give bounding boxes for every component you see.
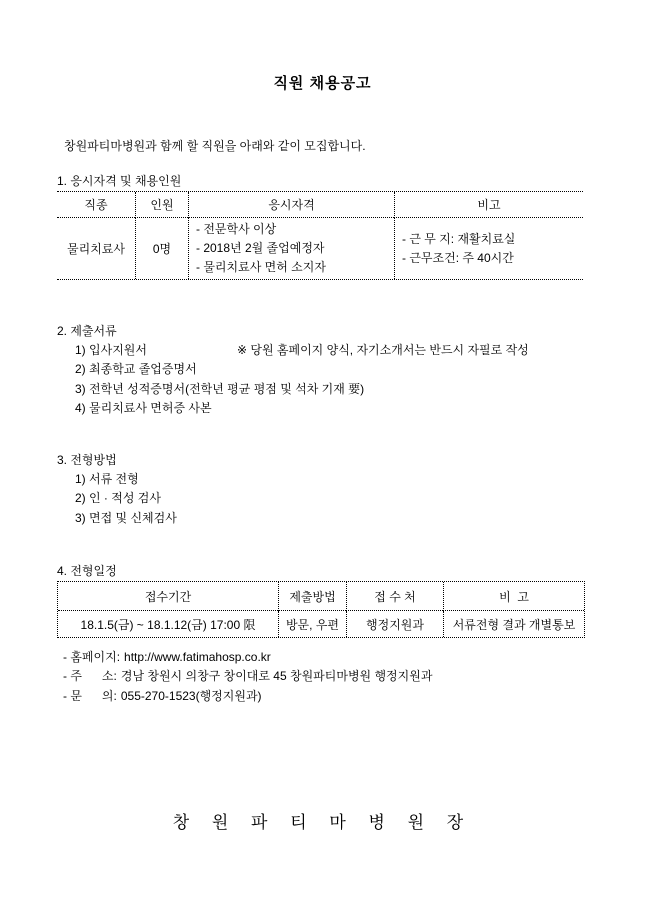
- cell-application-period: 18.1.5(금) ~ 18.1.12(금) 17:00 限: [80, 617, 256, 632]
- col-header-reception-desk: 접 수 처: [346, 582, 443, 611]
- qualification-table: [57, 191, 583, 280]
- phone-number: 055-270-1523(행정지원과): [120, 688, 262, 703]
- section-3-items: [75, 470, 177, 528]
- list-item: 1) 입사지원서: [75, 343, 147, 357]
- schedule-table: [57, 581, 585, 638]
- remarks-item: - 근무조건: 주 40시간: [402, 250, 514, 265]
- section-4-heading: 4. 전형일정: [57, 564, 117, 578]
- col-header-submission-method: 제출방법: [278, 582, 346, 611]
- intro-text: 창원파티마병원과 함께 할 직원을 아래와 같이 모집합니다.: [64, 139, 366, 153]
- contact-address-line: [63, 667, 432, 686]
- col-header-qualification: 응시자격: [188, 192, 394, 218]
- list-item: 3) 전학년 성적증명서(전학년 평균 평점 및 석차 기재 要): [75, 381, 365, 396]
- homepage-url: http://www.fatimahosp.co.kr: [124, 650, 271, 664]
- cell-submission-method: 방문, 우편: [278, 611, 346, 637]
- col-header-remarks: 비 고: [443, 582, 584, 611]
- list-item: 2) 최종학교 졸업증명서: [75, 362, 197, 377]
- section-3-heading: 3. 전형방법: [57, 453, 117, 467]
- cell-reception-desk: 행정지원과: [346, 611, 443, 637]
- section-2-heading: 2. 제출서류: [57, 324, 117, 338]
- qualification-item: - 물리치료사 면허 소지자: [196, 260, 326, 274]
- contact-label: - 홈페이지:: [63, 650, 121, 664]
- col-header-application-period: 접수기간: [58, 582, 278, 611]
- contact-label: - 문 의:: [63, 688, 117, 703]
- qualification-item: - 전문학사 이상: [196, 222, 277, 236]
- remarks-item: - 근 무 지: 재활치료실: [402, 231, 516, 246]
- list-item: 2) 인 · 적성 검사: [75, 491, 161, 506]
- cell-remarks-list: [394, 218, 583, 279]
- contact-label: - 주 소:: [63, 669, 117, 684]
- contact-info: [63, 648, 432, 706]
- address-text: 경남 창원시 의창구 창이대로 45 창원파티마병원 행정지원과: [120, 669, 433, 684]
- qualification-item: - 2018년 2월 졸업예정자: [196, 241, 325, 255]
- col-header-headcount: 인원: [135, 192, 188, 218]
- section-1-heading: 1. 응시자격 및 채용인원: [57, 174, 182, 188]
- cell-remarks: 서류전형 결과 개별통보: [443, 611, 584, 637]
- cell-qualification-list: [188, 218, 394, 279]
- signature-hospital-director: 창 원 파 티 마 병 원 장: [172, 813, 473, 832]
- cell-headcount: 0명: [135, 218, 188, 279]
- list-item: 3) 면접 및 신체검사: [75, 510, 177, 525]
- list-item: 1) 서류 전형: [75, 472, 139, 486]
- contact-homepage-line: [63, 648, 432, 667]
- section-2-note: ※ 당원 홈페이지 양식, 자기소개서는 반드시 자필로 작성: [237, 343, 529, 357]
- list-item: 4) 물리치료사 면허증 사본: [75, 400, 212, 415]
- contact-phone-line: [63, 687, 432, 706]
- cell-job-type: 물리치료사: [67, 242, 125, 256]
- page-title: 직원 채용공고: [273, 75, 372, 92]
- col-header-job-type: 직종: [57, 192, 135, 218]
- col-header-remarks: 비고: [394, 192, 583, 218]
